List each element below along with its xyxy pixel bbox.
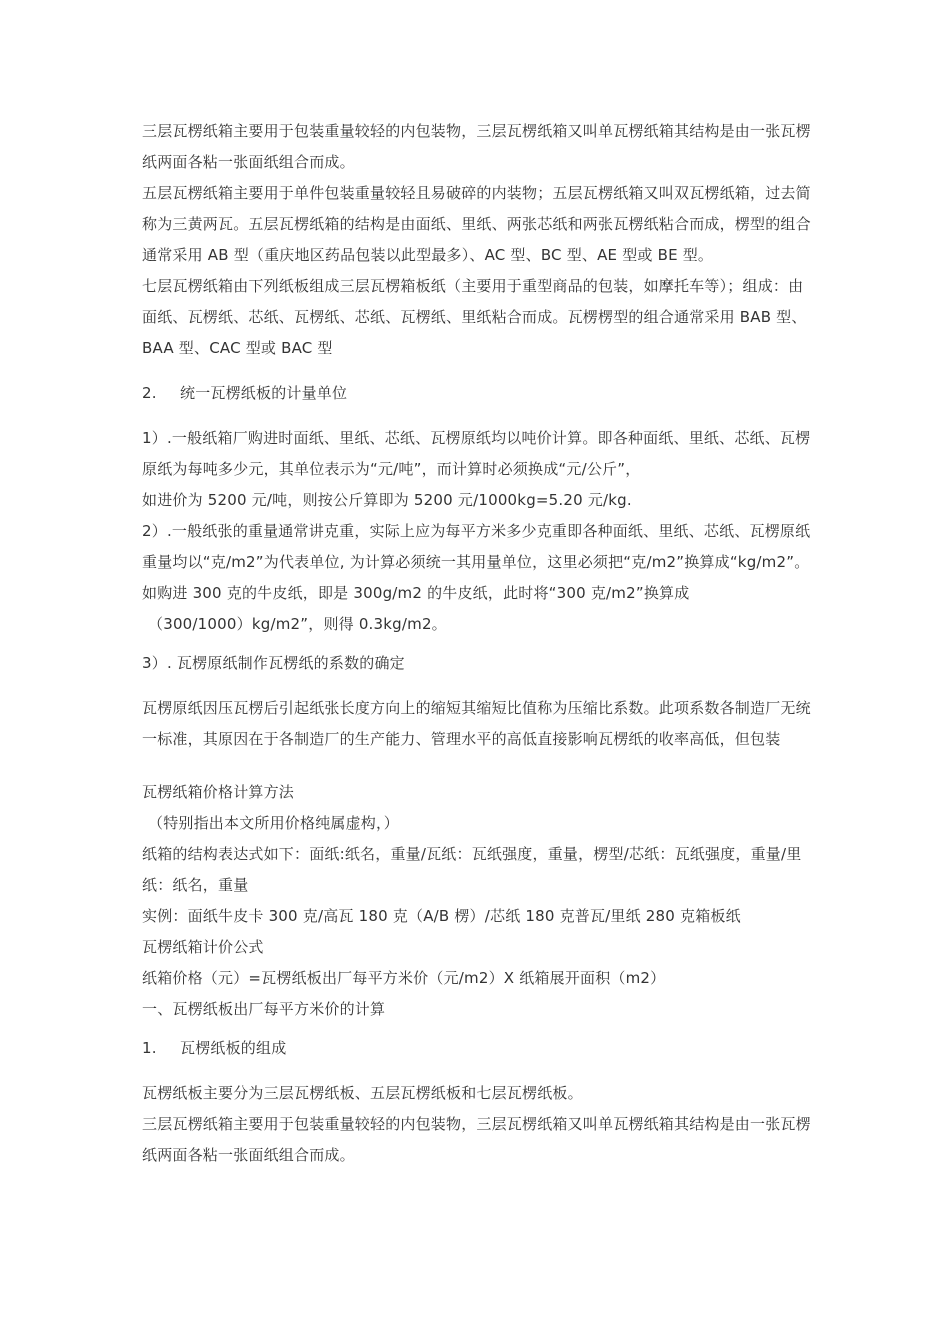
paragraph-ton-price: 1）.一般纸箱厂购进时面纸、里纸、芯纸、瓦楞原纸均以吨价计算。即各种面纸、里纸、芯纸、瓦楞原纸为每吨多少元，其单位表示为“元/吨”，而计算时必须换成“元/公斤”， [142, 429, 811, 478]
heading-text: 瓦楞纸板的组成 [180, 1039, 287, 1057]
title-price-formula: 瓦楞纸箱计价公式 [142, 938, 264, 956]
document-body [142, 116, 814, 1171]
heading-text: 统一瓦楞纸板的计量单位 [180, 384, 348, 402]
heading-number: 2. [142, 384, 157, 402]
heading-square-meter-price: 一、瓦楞纸板出厂每平方米价的计算 [142, 1000, 386, 1018]
heading-number: 1. [142, 1039, 157, 1057]
paragraph-gram-weight: 2）.一般纸张的重量通常讲克重，实际上应为每平方米多少克重即各种面纸、里纸、芯纸、瓦楞原纸重量均以“克/m2”为代表单位, 为计算必须统一其用量单位，这里必须把“克/m2”换算成“kg/m2”。 [142, 522, 811, 571]
paragraph-seven-layer: 七层瓦楞纸箱由下列纸板组成三层瓦楞箱板纸（主要用于重型商品的包装，如摩托车等）；组成：由面纸、瓦楞纸、芯纸、瓦楞纸、芯纸、瓦楞纸、里纸粘合而成。瓦楞楞型的组合通常采用 BAB 型、BAA 型、CAC 型或 BAC 型 [142, 277, 807, 357]
heading-unit-section [142, 378, 814, 409]
paragraph-ton-example: 如进价为 5200 元/吨，则按公斤算即为 5200 元/1000kg=5.20 元/kg. [142, 491, 632, 509]
paragraph-three-layer-intro: 三层瓦楞纸箱主要用于包装重量较轻的内包装物，三层瓦楞纸箱又叫单瓦楞纸箱其结构是由一张瓦楞纸两面各粘一张面纸组合而成。 [142, 122, 811, 171]
heading-board-composition [142, 1033, 814, 1064]
paragraph-structure-example: 实例：面纸牛皮卡 300 克/高瓦 180 克（A/B 楞）/芯纸 180 克普瓦/里纸 280 克箱板纸 [142, 907, 741, 925]
title-price-method: 瓦楞纸箱价格计算方法 [142, 783, 295, 801]
paragraph-three-layer-repeat: 三层瓦楞纸箱主要用于包装重量较轻的内包装物，三层瓦楞纸箱又叫单瓦楞纸箱其结构是由一张瓦楞纸两面各粘一张面纸组合而成。 [142, 1115, 811, 1164]
paragraph-compression-ratio: 瓦楞原纸因压瓦楞后引起纸张长度方向上的缩短其缩短比值称为压缩比系数。此项系数各制造厂无统一标准，其原因在于各制造厂的生产能力、管理水平的高低直接影响瓦楞纸的收率高低，但包装 [142, 699, 811, 748]
paragraph-structure-expression: 纸箱的结构表达式如下：面纸:纸名，重量/瓦纸：瓦纸强度，重量，楞型/芯纸：瓦纸强度，重量/里纸：纸名，重量 [142, 845, 802, 894]
heading-coefficient: 3）. 瓦楞原纸制作瓦楞纸的系数的确定 [142, 654, 405, 672]
note-fictional-price: （特别指出本文所用价格纯属虚构，） [148, 814, 399, 832]
paragraph-five-layer: 五层瓦楞纸箱主要用于单件包装重量较轻且易破碎的内装物；五层瓦楞纸箱又叫双瓦楞纸箱，过去简称为三黄两瓦。五层瓦楞纸箱的结构是由面纸、里纸、两张芯纸和两张瓦楞纸粘合而成，楞型的组合通常采用 AB 型（重庆地区药品包装以此型最多）、AC 型、BC 型、AE 型或 BE 型。 [142, 184, 811, 264]
paragraph-kraft-result: （300/1000）kg/m2”，则得 0.3kg/m2。 [148, 615, 447, 633]
paragraph-board-types: 瓦楞纸板主要分为三层瓦楞纸板、五层瓦楞纸板和七层瓦楞纸板。 [142, 1084, 583, 1102]
paragraph-kraft-example: 如购进 300 克的牛皮纸，即是 300g/m2 的牛皮纸，此时将“300 克/m2”换算成 [142, 584, 690, 602]
paragraph-price-formula: 纸箱价格（元）=瓦楞纸板出厂每平方米价（元/m2）X 纸箱展开面积（m2） [142, 969, 666, 987]
